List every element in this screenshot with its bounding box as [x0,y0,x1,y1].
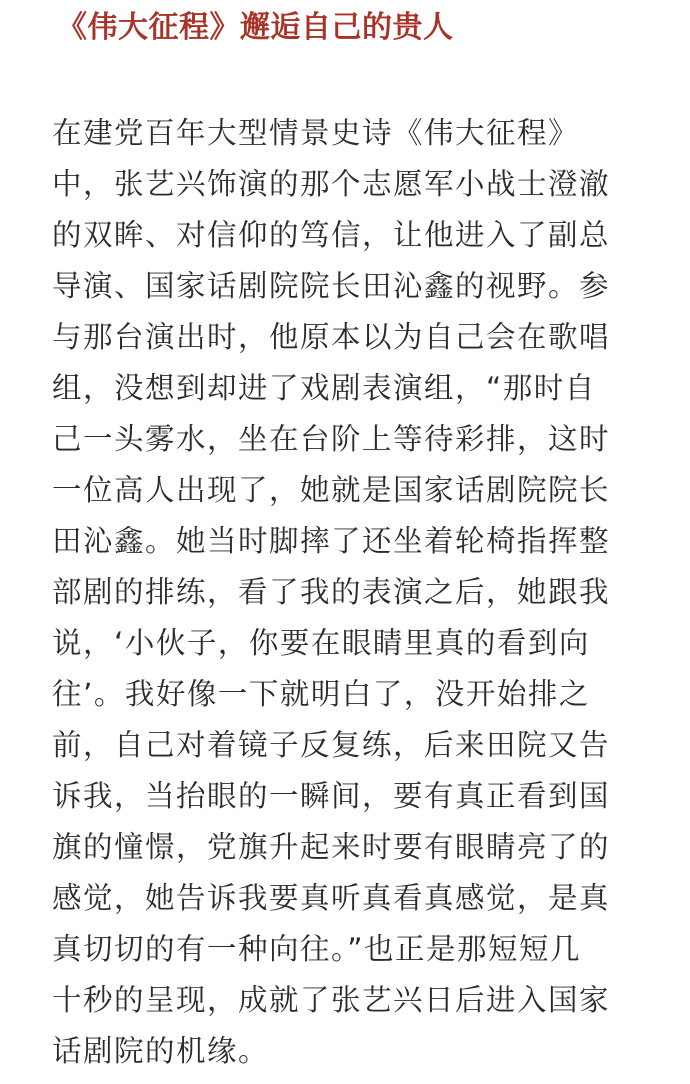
paragraph-line: 说，‘小伙子，你要在眼睛里真的看到向 [52,626,590,660]
paragraph-line: 部剧的排练，看了我的表演之后，她跟我 [52,575,611,609]
paragraph-line: 中，张艺兴饰演的那个志愿军小战士澄澈 [52,167,611,201]
article-title: 《伟大征程》邂逅自己的贵人 [57,10,454,45]
paragraph-line: 一位高人出现了，她就是国家话剧院院长 [52,473,611,507]
paragraph-line: 真切切的有一种向往。”也正是那短短几 [52,932,582,966]
paragraph-line: 的双眸、对信仰的笃信，让他进入了副总 [52,218,611,252]
paragraph-line: 话剧院的机缘。 [52,1034,270,1068]
paragraph-line: 己一头雾水，坐在台阶上等待彩排，这时 [52,422,611,456]
paragraph-line: 旗的憧憬，党旗升起来时要有眼睛亮了的 [52,830,611,864]
paragraph-line: 与那台演出时，他原本以为自己会在歌唱 [52,320,611,354]
paragraph-line: 导演、国家话剧院院长田沁鑫的视野。参 [52,269,611,303]
article-body [52,108,652,1077]
paragraph-line: 十秒的呈现，成就了张艺兴日后进入国家 [52,983,611,1017]
paragraph-line: 感觉，她告诉我要真听真看真感觉，是真 [52,881,611,915]
paragraph-line: 往’。我好像一下就明白了，没开始排之 [52,677,590,711]
paragraph-line: 前，自己对着镜子反复练，后来田院又告 [52,728,611,762]
paragraph-line: 在建党百年大型情景史诗《伟大征程》 [52,116,580,150]
paragraph-line: 组，没想到却进了戏剧表演组，“那时自 [52,371,596,405]
paragraph-line: 田沁鑫。她当时脚摔了还坐着轮椅指挥整 [52,524,611,558]
paragraph-line: 诉我，当抬眼的一瞬间，要有真正看到国 [52,779,611,813]
